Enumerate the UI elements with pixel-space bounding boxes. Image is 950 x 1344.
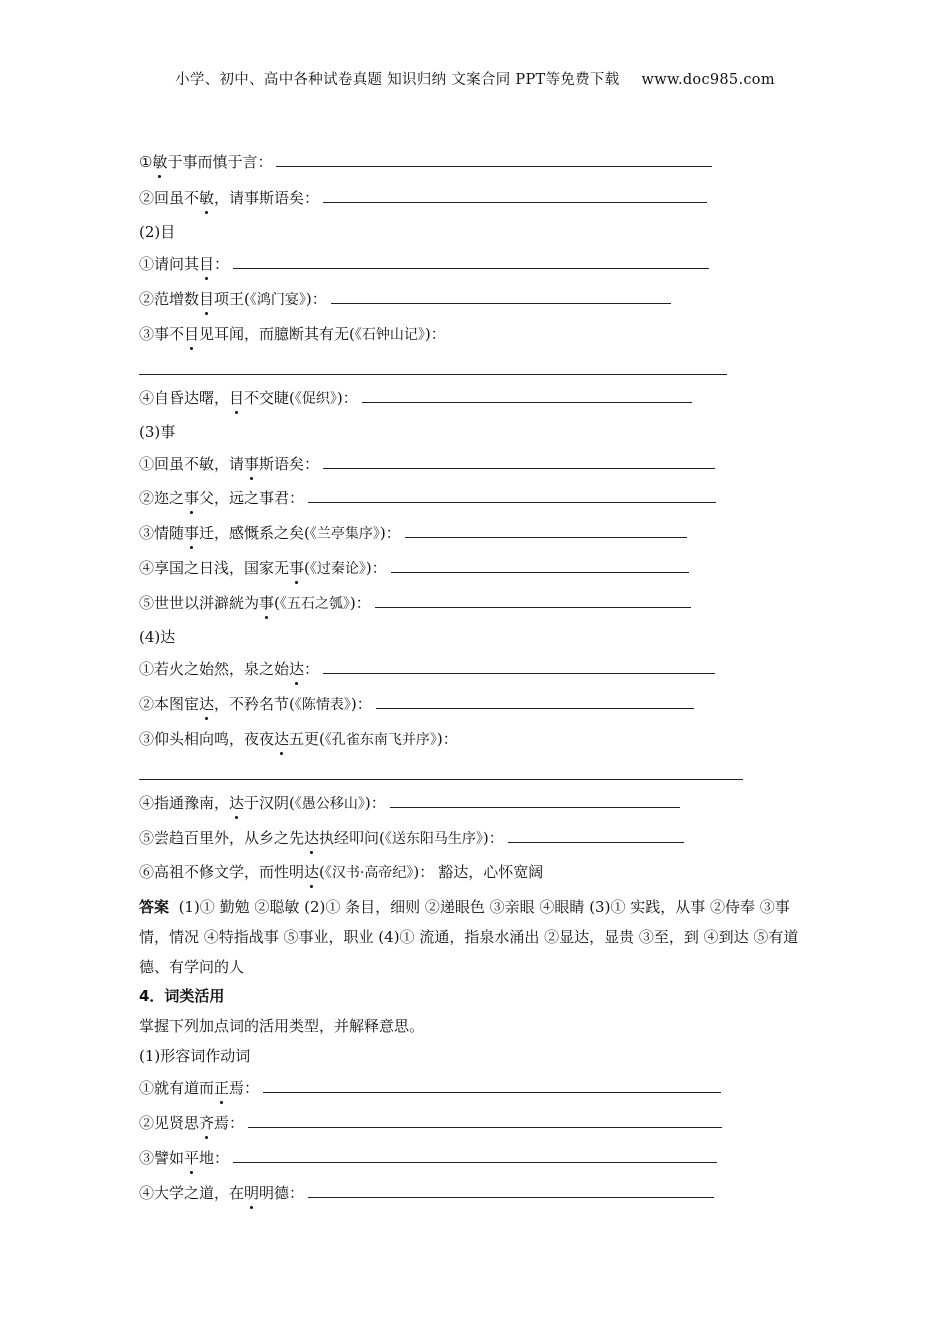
- dotted-word: 达: [199, 692, 214, 716]
- item-prefix: ②见贤思: [139, 1114, 200, 1132]
- sec2-item-1: [139, 252, 709, 276]
- sec4-item-2: [139, 692, 694, 716]
- sec2-title: (2)目: [139, 223, 176, 241]
- instruction: 掌握下列加点词的活用类型，并解释意思。: [139, 1017, 425, 1035]
- answer-blank[interactable]: [331, 287, 671, 304]
- dotted-word: 齐: [199, 1111, 214, 1135]
- item-suffix: 地：: [199, 1149, 230, 1167]
- answer-blank[interactable]: [323, 657, 715, 674]
- item-suffix: 五更(: [289, 730, 325, 748]
- sec4-item-5: [139, 826, 684, 850]
- item-prefix: ⑥高祖不修文学，而性明: [139, 863, 305, 881]
- item-prefix: ④大学之道，在: [139, 1184, 245, 1202]
- item-end: )：: [305, 290, 327, 308]
- dotted-word: 敏: [152, 150, 167, 174]
- item-prefix: ②迩之: [139, 489, 185, 507]
- dotted-word: 事: [184, 486, 199, 510]
- sec4-item-3: [139, 727, 458, 751]
- item-suffix: 于事而慎于言：: [167, 153, 273, 171]
- item-prefix: ③事不: [139, 325, 185, 343]
- dotted-word: 目: [199, 252, 214, 276]
- answer-blank[interactable]: [375, 591, 691, 608]
- source-title: 《愚公移山》: [294, 796, 365, 812]
- source-title: 《孔雀东南飞并序》: [324, 732, 437, 748]
- dotted-word: 达: [289, 657, 304, 681]
- source-title: 《促织》: [294, 391, 337, 407]
- item-end: )：: [349, 594, 371, 612]
- answer-blank[interactable]: [263, 1076, 721, 1093]
- dotted-word: 敏: [199, 186, 214, 210]
- sub1-item-4: [139, 1181, 714, 1205]
- item-suffix: 斯语矣：: [259, 455, 320, 473]
- sec3-item-4: [139, 556, 689, 580]
- answer-blank[interactable]: [362, 386, 692, 403]
- source-title: 《送东阳马生序》: [384, 831, 483, 847]
- answer-blank[interactable]: [323, 186, 707, 203]
- item-suffix: 父，远之事君：: [199, 489, 305, 507]
- answer-blank[interactable]: [308, 1181, 714, 1198]
- source-title: 《五石之瓠》: [279, 596, 350, 612]
- item-end: )：: [482, 829, 504, 847]
- item-prefix: ③情随: [139, 524, 185, 542]
- item-end: )：: [436, 730, 458, 748]
- item-prefix: ④指通豫南，: [139, 794, 230, 812]
- item-prefix: ②本图宦: [139, 695, 200, 713]
- dotted-word: 达: [304, 826, 319, 850]
- dotted-word: 明: [244, 1181, 259, 1205]
- answer-blank[interactable]: [323, 452, 715, 469]
- sec4-item-1: [139, 657, 715, 681]
- answer-blank[interactable]: [276, 150, 712, 167]
- sub1-item-3: [139, 1146, 717, 1170]
- item-end: )：: [364, 794, 386, 812]
- sec2-item-4: [139, 386, 692, 410]
- answer-text: (1)① 勤勉 ②聪敏 (2)① 条目，细则 ②递眼色 ③亲眼 ④眼睛 (3)① 实践，从事 ②侍奉 ③事情，情况 ④特指战事 ⑤事业，职业 (4)① 流通，指泉水涌出 ②显达，显贵 ③至，到 ④到达 ⑤有道德、有学问的人: [139, 898, 799, 976]
- item-end: )：: [424, 325, 446, 343]
- sub1-item-2: [139, 1111, 722, 1135]
- answer-blank[interactable]: [405, 521, 687, 538]
- item-prefix: ②范增数: [139, 290, 200, 308]
- dotted-word: 目: [184, 322, 199, 346]
- sec4-item-6: [139, 860, 543, 884]
- item-suffix: 执经叩问(: [319, 829, 385, 847]
- sub1-item-1: [139, 1076, 721, 1100]
- item-suffix: ：: [304, 660, 320, 678]
- item-prefix: ①若火之始然，泉之始: [139, 660, 290, 678]
- answer-blank[interactable]: [308, 486, 716, 503]
- sec2-item-3: [139, 322, 446, 346]
- answer-blank[interactable]: [233, 252, 709, 269]
- item-prefix: ⑤世世以洴澼絖为: [139, 594, 260, 612]
- item-suffix: 焉：: [214, 1114, 245, 1132]
- item-end: )：: [379, 524, 401, 542]
- page-header: [0, 68, 950, 89]
- dotted-word: 事: [184, 521, 199, 545]
- answer-blank[interactable]: [376, 692, 694, 709]
- item-suffix: 不交睫(: [244, 389, 295, 407]
- item-suffix: ，不矜名节(: [214, 695, 295, 713]
- sec3-title: (3)事: [139, 423, 176, 441]
- source-title: 《过秦论》: [309, 561, 366, 577]
- answer-blank[interactable]: [233, 1146, 717, 1163]
- dotted-word: 达: [229, 791, 244, 815]
- source-title: 《汉书·高帝纪》: [324, 865, 414, 881]
- item-suffix: ，请事斯语矣：: [214, 189, 320, 207]
- header-site: www.doc985.com: [641, 72, 775, 88]
- item-suffix: 明德：: [259, 1184, 305, 1202]
- item-suffix: (: [304, 559, 310, 577]
- item-suffix: 迁，感慨系之矣(: [199, 524, 310, 542]
- item-end: )：: [350, 695, 372, 713]
- item-suffix: ：: [214, 255, 230, 273]
- source-title: 《兰亭集序》: [309, 526, 380, 542]
- item-suffix: 于汉阴(: [244, 794, 295, 812]
- answer-blank[interactable]: [508, 826, 684, 843]
- dotted-word: 事: [259, 591, 274, 615]
- header-text: 小学、初中、高中各种试卷真题 知识归纳 文案合同 PPT等免费下载: [175, 72, 620, 88]
- sec3-item-1: [139, 452, 715, 476]
- item-suffix: 焉：: [229, 1079, 260, 1097]
- item-prefix: ③仰头相向鸣，夜夜: [139, 730, 275, 748]
- sec4-title: (4)达: [139, 628, 176, 646]
- dotted-word: 目: [229, 386, 244, 410]
- answer-blank-full[interactable]: [139, 778, 743, 780]
- source-title: 《石钟山记》: [354, 327, 425, 343]
- dotted-word: 目: [199, 287, 214, 311]
- sec4-item-4: [139, 791, 680, 815]
- sub1-title: (1)形容词作动词: [139, 1047, 251, 1065]
- item-end: )：: [336, 389, 358, 407]
- item-end: )：: [365, 559, 387, 577]
- source-title: 《陈情表》: [294, 697, 351, 713]
- item-suffix: (: [274, 594, 280, 612]
- item-suffix: 项王(: [214, 290, 250, 308]
- q1-item-2: [139, 186, 707, 210]
- item-suffix: (: [319, 863, 325, 881]
- dotted-word: 正: [214, 1076, 229, 1100]
- dotted-word: 平: [184, 1146, 199, 1170]
- sec2-item-2: [139, 287, 671, 311]
- item-prefix: ①: [139, 153, 153, 171]
- item-prefix: ⑤尝趋百里外，从乡之先: [139, 829, 305, 847]
- sec3-item-3: [139, 521, 687, 545]
- item-end: )：: [413, 863, 435, 881]
- sec3-item-5: [139, 591, 691, 615]
- dotted-word: 事: [244, 452, 259, 476]
- dotted-word: 达: [274, 727, 289, 751]
- answer-label: 答案: [139, 898, 170, 916]
- section-title: 4．词类活用: [139, 987, 225, 1005]
- answer-blank-full[interactable]: [139, 373, 727, 375]
- answer-blank[interactable]: [390, 791, 680, 808]
- item-prefix: ③譬如: [139, 1149, 185, 1167]
- item-prefix: ①回虽不敏，请: [139, 455, 245, 473]
- q1-item-1: [139, 150, 712, 174]
- item-suffix: 见耳闻，而臆断其有无(: [199, 325, 355, 343]
- sec3-item-2: [139, 486, 716, 510]
- item-prefix: ①就有道而: [139, 1079, 215, 1097]
- item-prefix: ④自昏达曙，: [139, 389, 230, 407]
- answer-block: [139, 892, 819, 982]
- source-title: 《鸿门宴》: [249, 292, 306, 308]
- dotted-word: 事: [289, 556, 304, 580]
- filled-answer: 豁达，心怀宽阔: [438, 863, 544, 881]
- dotted-word: 达: [304, 860, 319, 884]
- answer-blank[interactable]: [248, 1111, 722, 1128]
- item-prefix: ④享国之日浅，国家无: [139, 559, 290, 577]
- item-prefix: ①请问其: [139, 255, 200, 273]
- item-prefix: ②回虽不: [139, 189, 200, 207]
- answer-blank[interactable]: [391, 556, 689, 573]
